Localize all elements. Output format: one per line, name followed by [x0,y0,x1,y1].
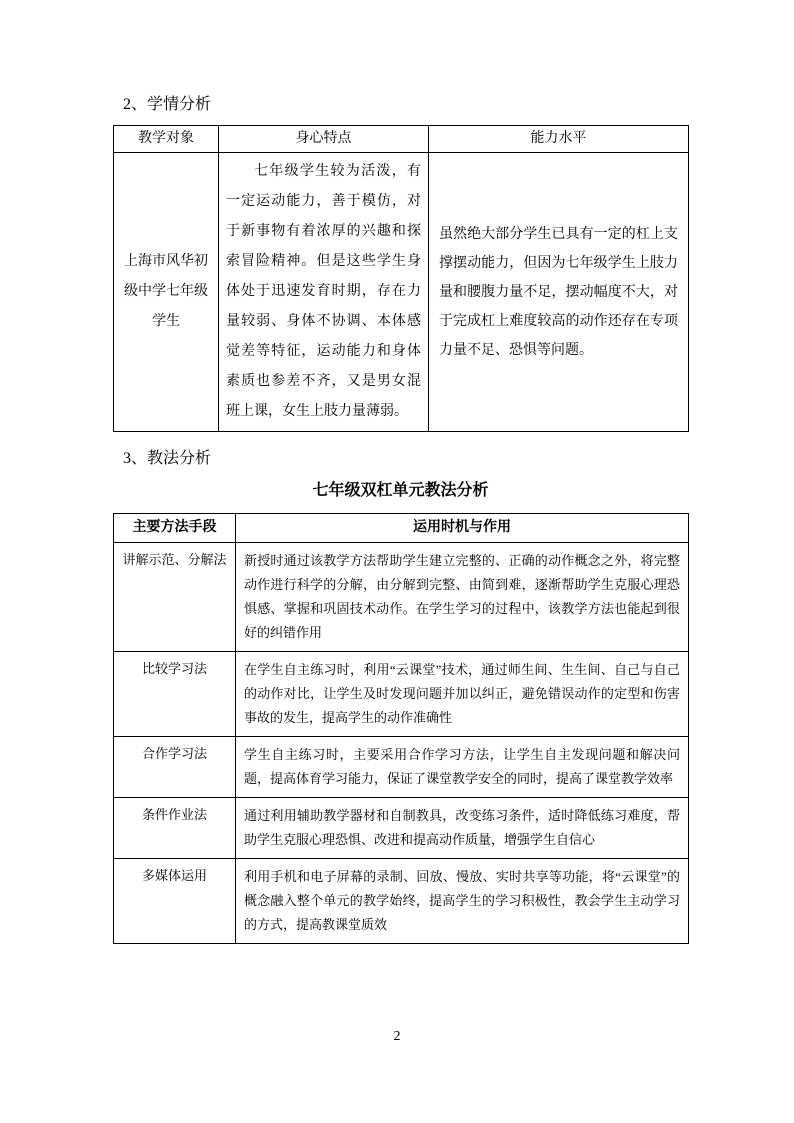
cell-method-explain-demonstrate: 讲解示范、分解法 [114,543,236,652]
page-number: 2 [393,1029,401,1044]
document-content [113,94,688,944]
teaching-methods-table-title: 七年级双杠单元教法分析 [312,482,489,499]
section-heading-teaching-method-analysis: 3、教法分析 [123,450,212,467]
cell-ability-level: 虽然绝大部分学生已具有一定的杠上支撑摆动能力，但因为七年级学生上肢力量和腰腹力量不足，摆动幅度不大，对于完成杠上难度较高的动作还存在专项力量不足、恐惧等问题。 [429,153,689,432]
header-cell-ability-level: 能力水平 [429,126,689,153]
cell-method-multimedia: 多媒体运用 [114,859,236,944]
header-cell-usage: 运用时机与作用 [236,514,689,543]
cell-method-conditional-task: 条件作业法 [114,798,236,859]
methods-table-row-conditional-task [114,798,689,859]
header-cell-teaching-subject: 教学对象 [114,126,219,153]
cell-usage-multimedia: 利用手机和电子屏幕的录制、回放、慢放、实时共享等功能，将“云课堂”的概念融入整个单元的教学始终，提高学生的学习积极性，教会学生主动学习的方式，提高教课堂质效 [236,859,689,944]
cell-teaching-subject: 上海市风华初级中学七年级学生 [114,153,219,432]
header-cell-method: 主要方法手段 [114,514,236,543]
learning-analysis-table [113,125,689,432]
cell-usage-comparative-learning: 在学生自主练习时，利用“云课堂”技术，通过师生间、生生间、自己与自己的动作对比，让学生及时发现问题并加以纠正，避免错误动作的定型和伤害事故的发生，提高学生的动作准确性 [236,652,689,737]
cell-usage-explain-demonstrate: 新授时通过该教学方法帮助学生建立完整的、正确的动作概念之外，将完整动作进行科学的分解，由分解到完整、由简到难，逐渐帮助学生克服心理恐惧感、掌握和巩固技术动作。在学生学习的过程中，该教学方法也能起到很好的纠错作用 [236,543,689,652]
methods-table-header-row [114,514,689,543]
cell-usage-cooperative-learning: 学生自主练习时，主要采用合作学习方法，让学生自主发现问题和解决问题，提高体育学习能力，保证了课堂教学安全的同时，提高了课堂教学效率 [236,737,689,798]
cell-physical-mental-traits: 七年级学生较为活泼，有一定运动能力，善于模仿，对于新事物有着浓厚的兴趣和探索冒险精神。但是这些学生身体处于迅速发育时期，存在力量较弱、身体不协调、本体感觉差等特征，运动能力和身体素质也参差不齐，又是男女混班上课，女生上肢力量薄弱。 [219,153,429,432]
cell-method-comparative-learning: 比较学习法 [114,652,236,737]
header-cell-physical-mental-traits: 身心特点 [219,126,429,153]
methods-table-row-multimedia [114,859,689,944]
learning-table-header-row [114,126,689,153]
cell-usage-conditional-task: 通过利用辅助教学器材和自制教具，改变练习条件，适时降低练习难度，帮助学生克服心理恐惧、改进和提高动作质量，增强学生自信心 [236,798,689,859]
methods-table-row-comparative-learning [114,652,689,737]
cell-method-cooperative-learning: 合作学习法 [114,737,236,798]
methods-table-row-explain-demonstrate [114,543,689,652]
learning-table-row [114,153,689,432]
section-heading-learning-analysis: 2、学情分析 [123,96,212,113]
teaching-methods-table [113,513,689,944]
methods-table-row-cooperative-learning [114,737,689,798]
